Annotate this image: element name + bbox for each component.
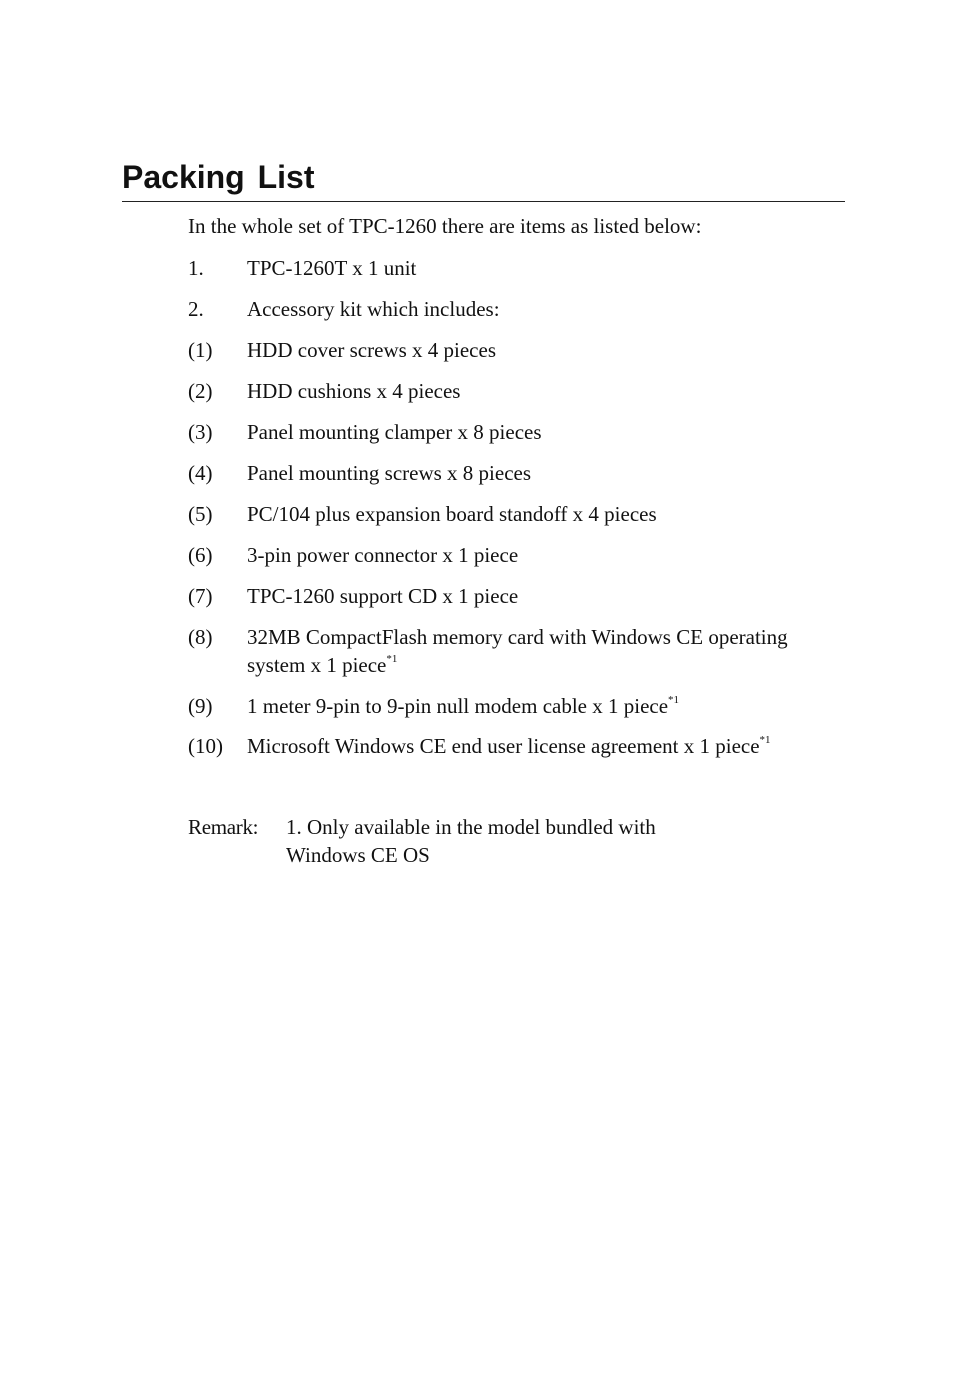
remark-line2: Windows CE OS [286,843,430,867]
page-title: Packing List [122,159,315,195]
item-text: Microsoft Windows CE end user license agreement x 1 piece$^{*1}$ [247,734,771,758]
item-number: (3) [188,420,213,444]
item-number: (9) [188,694,213,718]
remark-line1: 1. Only available in the model bundled with [286,815,656,839]
remark-text [286,813,656,869]
intro-text: In the whole set of TPC-1260 there are items as listed below: [188,214,702,238]
item-number: (4) [188,461,213,485]
item-number: 2. [188,297,204,321]
item-text: TPC-1260 support CD x 1 piece [247,584,519,608]
item-text: Accessory kit which includes: [247,297,500,321]
item-text: 1 meter 9-pin to 9-pin null modem cable x 1 piece$^{*1}$ [247,694,680,718]
item-number: (8) [188,625,213,649]
item-text-line1: 32MB CompactFlash memory card with Windows CE operating [247,625,788,649]
item-text: Panel mounting clamper x 8 pieces [247,420,542,444]
item-text: 3-pin power connector x 1 piece [247,543,519,567]
item-text: HDD cover screws x 4 pieces [247,338,496,362]
item-text: TPC-1260T x 1 unit [247,256,417,280]
item-number: (2) [188,379,213,403]
item-text: Panel mounting screws x 8 pieces [247,461,532,485]
item-number: (10) [188,734,223,758]
item-text: PC/104 plus expansion board standoff x 4 pieces [247,502,657,526]
item-number: (7) [188,584,213,608]
item-text-line2: system x 1 piece [247,653,387,677]
remark-label: Remark: [188,815,259,839]
title-divider [122,201,845,202]
item-number: (6) [188,543,213,567]
footnote-marker: *1 [759,734,771,746]
footnote-marker: *1 [668,694,680,706]
item-number: (1) [188,338,213,362]
item-text: HDD cushions x 4 pieces [247,379,461,403]
item-number: 1. [188,256,204,280]
item-number: (5) [188,502,213,526]
footnote-marker: *1 [386,653,398,665]
item-text [247,623,788,679]
